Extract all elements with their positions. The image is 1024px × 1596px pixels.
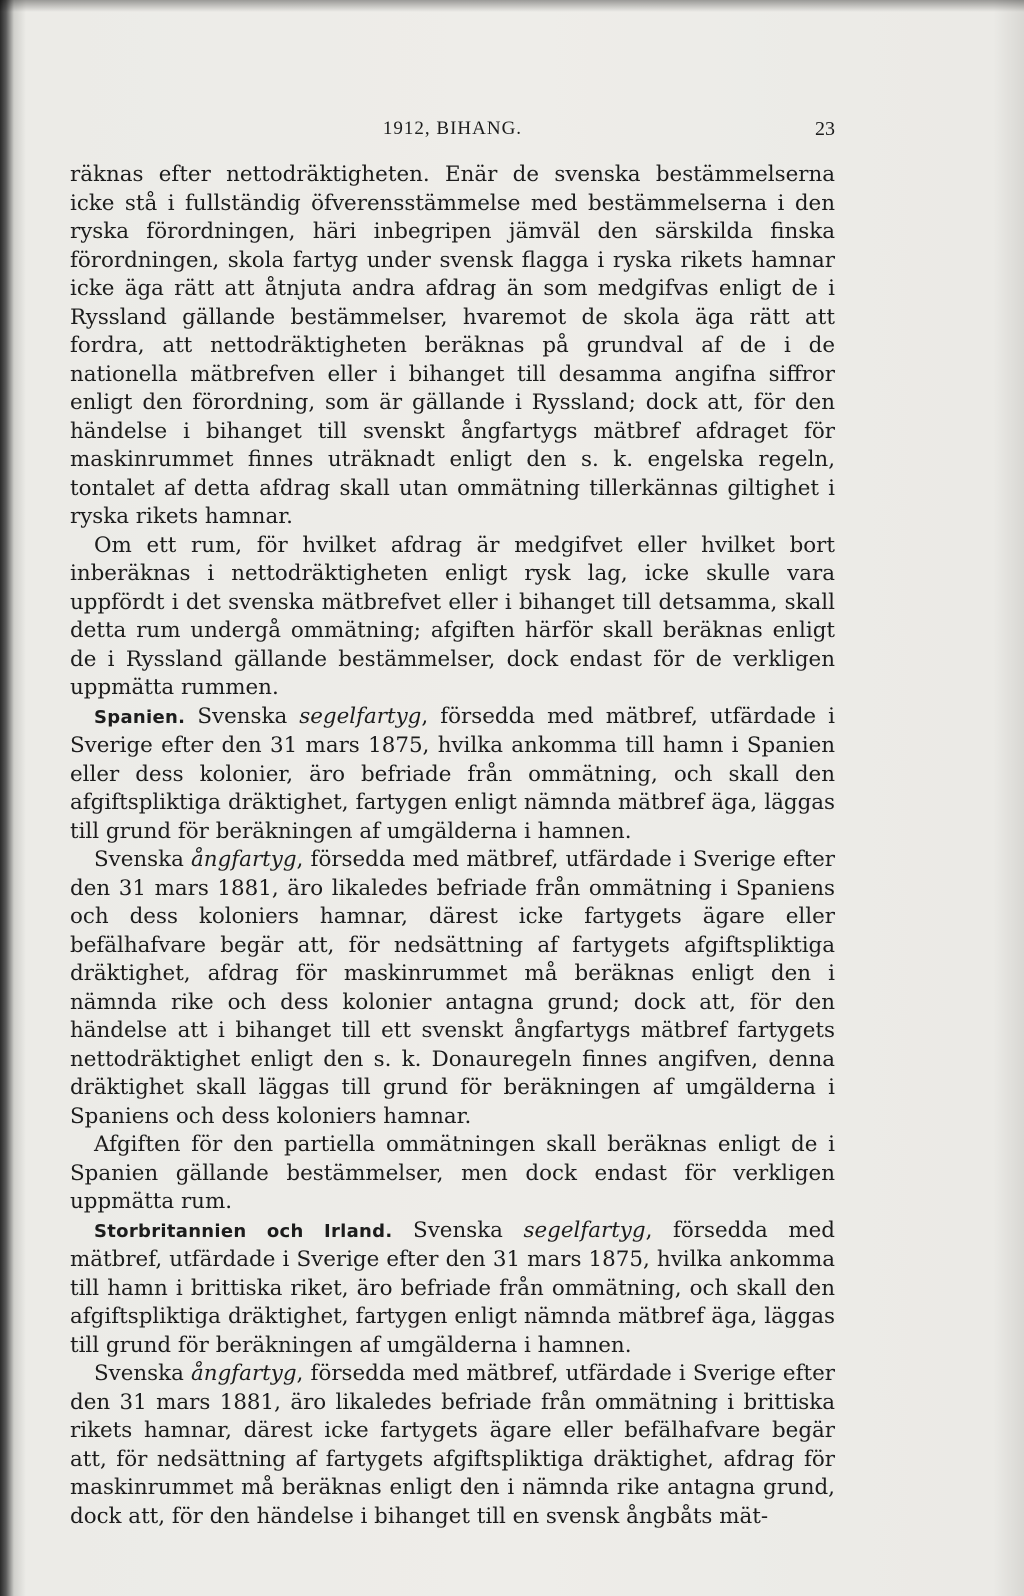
page-number: 23 <box>815 118 835 140</box>
paragraph-britain-steamships: Svenska ångfartyg, försedda med mätbref, utfärdade i Sverige efter den 31 mars 1881, äro likaledes befriade från ommätning i brittiska rikets hamnar, därest icke fartygets ägare eller befälhafvare begär att, för nedsättning af fartygets afgiftspliktiga dräktighet, afdrag för maskinrummet må beräknas enligt den i nämnda rike antagna grund, dock att, för den händelse i bihanget till en svensk ångbåts mät- <box>70 1361 835 1529</box>
paragraph-russia-rules: räknas efter nettodräktigheten. Enär de svenska bestämmelserna icke stå i fullständig öfverensstämmelse med bestämmelserna i den ryska förordningen, häri inbegripen jämväl den särskilda finska förordningen, skola fartyg under svensk flagga i ryska rikets hamnar icke äga rätt att åtnjuta andra afdrag än som medgifvas enligt de i Ryssland gällande bestämmelser, hvaremot de skola äga rätt att fordra, att nettodräktigheten beräknas på grundval af de i de nationella mätbrefven eller i bihanget till desamma angifna siffror enligt den förordning, som är gällande i Ryssland; dock att, för den händelse i bihanget till svenskt ångfartygs mätbref afdraget för maskinrummet finnes uträknadt enligt den s. k. engelska regeln, tontalet af detta afdrag skall utan ommätning tillerkännas giltighet i ryska rikets hamnar. <box>70 162 835 529</box>
paragraph-spain-partial-fee: Afgiften för den partiella ommätningen skall beräknas enligt de i Spanien gällande bestämmelser, men dock endast för verkligen uppmätta rum. <box>70 1132 835 1214</box>
paragraph-spain-sailing-ships: Spanien. Svenska segelfartyg, försedda med mätbref, utfärdade i Sverige efter den 31 mars 1875, hvilka ankomma till hamn i Spanien eller dess kolonier, äro befriade från ommätning, och skall den afgiftspliktiga dräktighet, fartygen enligt nämnda mätbref äga, läggas till grund för beräkningen af umgälderna i hamnen. <box>70 703 835 844</box>
running-head-title: 1912, BIHANG. <box>382 118 523 139</box>
section-heading-spain: Spanien. <box>94 706 186 728</box>
section-heading-britain: Storbritannien och Irland. <box>94 1220 393 1242</box>
body-text <box>70 161 835 1531</box>
paragraph-spain-steamships: Svenska ångfartyg, försedda med mätbref, utfärdade i Sverige efter den 31 mars 1881, äro likaledes befriade från ommätning i Spaniens och dess koloniers hamnar, därest icke fartygets ägare eller befälhafvare begär att, för nedsättning af fartygets afgiftspliktiga dräktighet, afdrag för maskinrummet må beräknas enligt den i nämnda rike och dess kolonier antagna grund; dock att, för den händelse att i bihanget till ett svenskt ångfartygs mätbref fartygets nettodräktighet enligt den s. k. Donauregeln finnes angifven, denna dräktighet skall läggas till grund för beräkningen af umgälderna i Spaniens och dess koloniers hamnar. <box>70 847 835 1129</box>
running-head <box>70 118 835 148</box>
paragraph-britain-sailing-ships: Storbritannien och Irland. Svenska segelfartyg, försedda med mätbref, utfärdade i Sverige efter den 31 mars 1875, hvilka ankomma till hamn i brittiska riket, äro befriade från ommätning, och skall den afgiftspliktiga dräktighet, fartygen enligt nämnda mätbref äga, läggas till grund för beräkningen af umgälderna i hamnen. <box>70 1217 835 1358</box>
paragraph-russia-remeasurement: Om ett rum, för hvilket afdrag är medgifvet eller hvilket bort inberäknas i nettodräktigheten enligt rysk lag, icke skulle vara uppfördt i det svenska mätbrefvet eller i bihanget till detsamma, skall detta rum undergå ommätning; afgiften härför skall beräknas enligt de i Ryssland gällande bestämmelser, dock endast för de verkligen uppmätta rummen. <box>70 532 835 700</box>
